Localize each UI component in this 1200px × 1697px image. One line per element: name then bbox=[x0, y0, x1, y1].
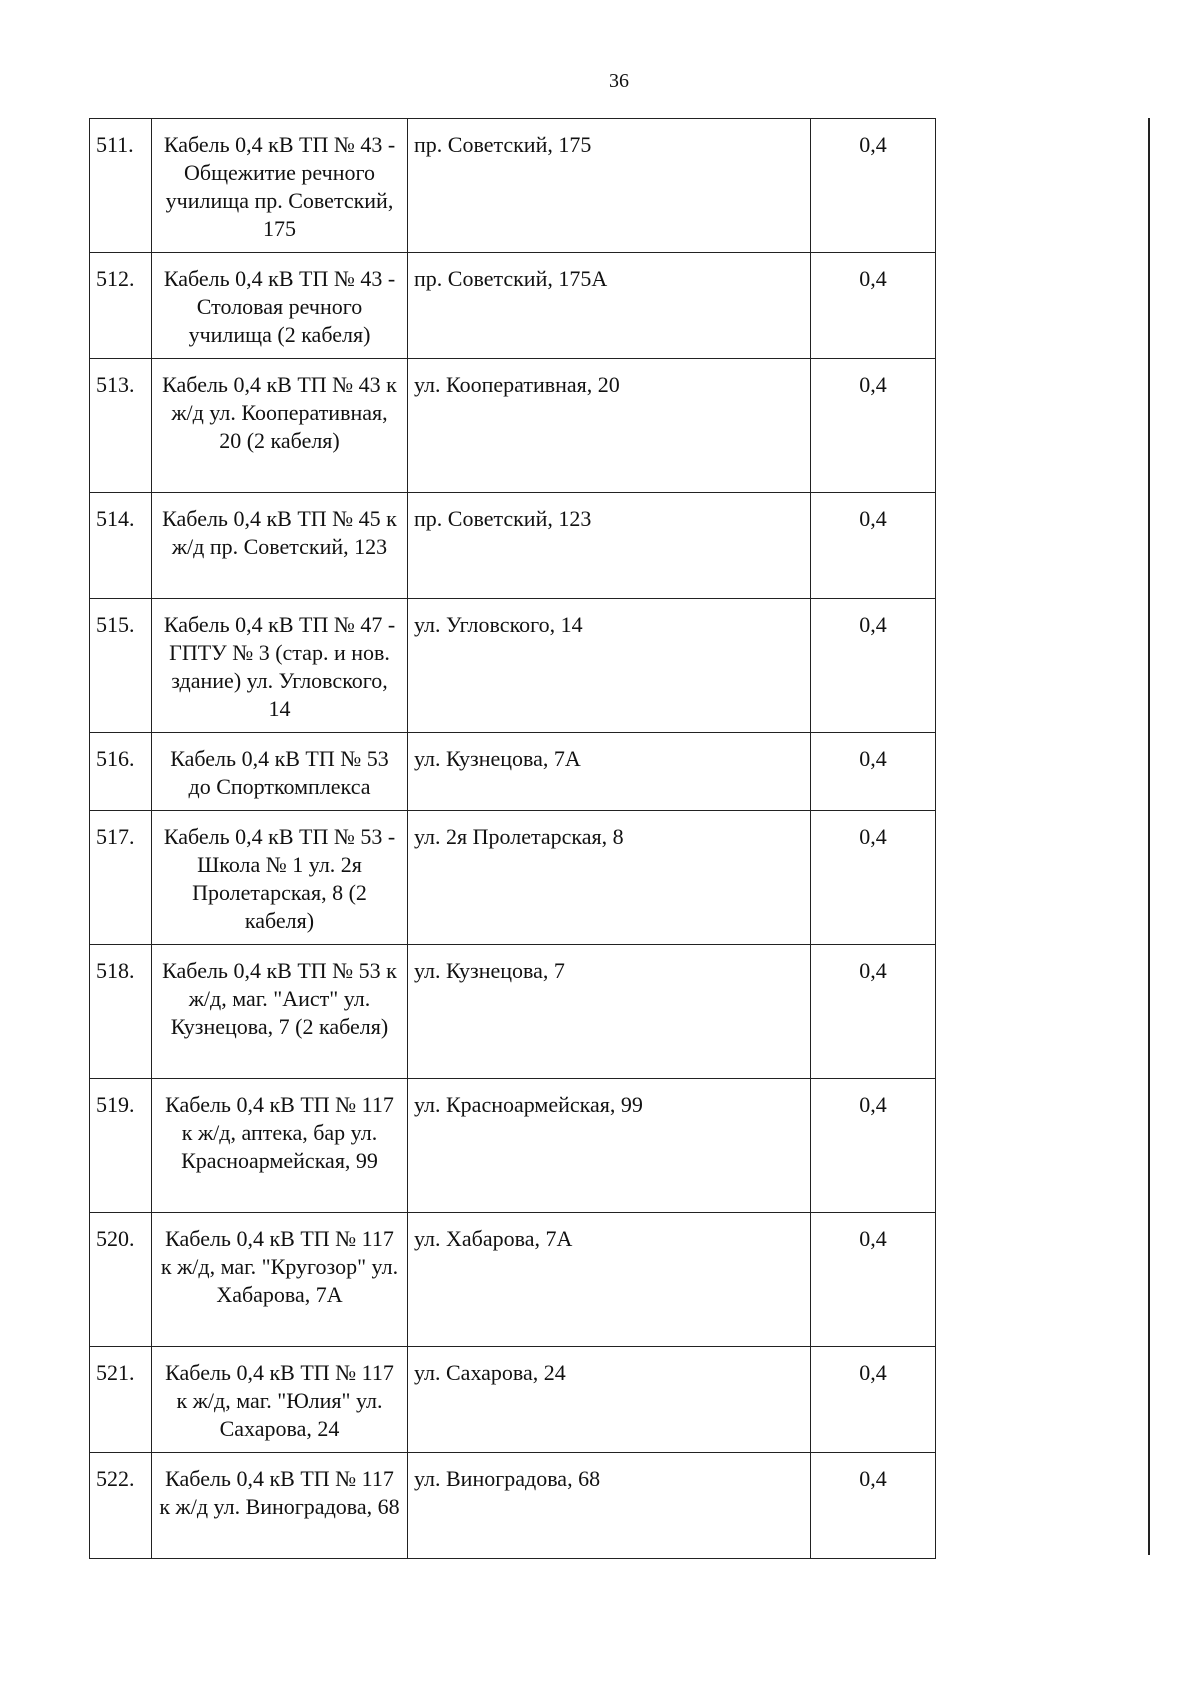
cable-voltage: 0,4 bbox=[811, 119, 936, 253]
cable-voltage: 0,4 bbox=[811, 1347, 936, 1453]
cable-name: Кабель 0,4 кВ ТП № 43 - Общежитие речного училища пр. Советский, 175 bbox=[152, 119, 408, 253]
row-number: 514. bbox=[90, 493, 152, 599]
cable-address: ул. 2я Пролетарская, 8 bbox=[408, 811, 811, 945]
row-number: 519. bbox=[90, 1079, 152, 1213]
cable-name: Кабель 0,4 кВ ТП № 53 - Школа № 1 ул. 2я Пролетарская, 8 (2 кабеля) bbox=[152, 811, 408, 945]
cable-voltage: 0,4 bbox=[811, 733, 936, 811]
table-row bbox=[90, 945, 936, 1079]
row-number: 515. bbox=[90, 599, 152, 733]
cable-address: ул. Кооперативная, 20 bbox=[408, 359, 811, 493]
table-row bbox=[90, 811, 936, 945]
table-row bbox=[90, 1079, 936, 1213]
row-number: 511. bbox=[90, 119, 152, 253]
cable-registry-table bbox=[89, 118, 936, 1559]
row-number: 517. bbox=[90, 811, 152, 945]
table-row bbox=[90, 1213, 936, 1347]
cable-voltage: 0,4 bbox=[811, 253, 936, 359]
cable-name: Кабель 0,4 кВ ТП № 117 к ж/д, маг. "Юлия" ул. Сахарова, 24 bbox=[152, 1347, 408, 1453]
row-number: 512. bbox=[90, 253, 152, 359]
table-row bbox=[90, 493, 936, 599]
row-number: 520. bbox=[90, 1213, 152, 1347]
cable-name: Кабель 0,4 кВ ТП № 43 - Столовая речного училища (2 кабеля) bbox=[152, 253, 408, 359]
cable-voltage: 0,4 bbox=[811, 359, 936, 493]
cable-name: Кабель 0,4 кВ ТП № 117 к ж/д, аптека, бар ул. Красноармейская, 99 bbox=[152, 1079, 408, 1213]
cable-address: пр. Советский, 175А bbox=[408, 253, 811, 359]
table-row bbox=[90, 253, 936, 359]
cable-address: ул. Кузнецова, 7 bbox=[408, 945, 811, 1079]
page-number: 36 bbox=[609, 70, 629, 92]
cable-voltage: 0,4 bbox=[811, 1213, 936, 1347]
cable-address: ул. Красноармейская, 99 bbox=[408, 1079, 811, 1213]
cable-name: Кабель 0,4 кВ ТП № 117 к ж/д ул. Виноградова, 68 bbox=[152, 1453, 408, 1559]
cable-name: Кабель 0,4 кВ ТП № 117 к ж/д, маг. "Кругозор" ул. Хабарова, 7А bbox=[152, 1213, 408, 1347]
right-margin-line bbox=[1148, 118, 1150, 1555]
row-number: 522. bbox=[90, 1453, 152, 1559]
cable-address: пр. Советский, 175 bbox=[408, 119, 811, 253]
row-number: 513. bbox=[90, 359, 152, 493]
cable-address: ул. Угловского, 14 bbox=[408, 599, 811, 733]
table-row bbox=[90, 599, 936, 733]
cable-address: ул. Виноградова, 68 bbox=[408, 1453, 811, 1559]
cable-address: пр. Советский, 123 bbox=[408, 493, 811, 599]
cable-voltage: 0,4 bbox=[811, 493, 936, 599]
table-row bbox=[90, 119, 936, 253]
cable-voltage: 0,4 bbox=[811, 1079, 936, 1213]
table-row bbox=[90, 1453, 936, 1559]
cable-address: ул. Кузнецова, 7А bbox=[408, 733, 811, 811]
cable-voltage: 0,4 bbox=[811, 811, 936, 945]
row-number: 516. bbox=[90, 733, 152, 811]
cable-name: Кабель 0,4 кВ ТП № 53 до Спорткомплекса bbox=[152, 733, 408, 811]
table-row bbox=[90, 733, 936, 811]
cable-voltage: 0,4 bbox=[811, 945, 936, 1079]
cable-name: Кабель 0,4 кВ ТП № 53 к ж/д, маг. "Аист" ул. Кузнецова, 7 (2 кабеля) bbox=[152, 945, 408, 1079]
cable-voltage: 0,4 bbox=[811, 1453, 936, 1559]
table-row bbox=[90, 1347, 936, 1453]
row-number: 521. bbox=[90, 1347, 152, 1453]
cable-name: Кабель 0,4 кВ ТП № 45 к ж/д пр. Советский, 123 bbox=[152, 493, 408, 599]
cable-voltage: 0,4 bbox=[811, 599, 936, 733]
cable-name: Кабель 0,4 кВ ТП № 43 к ж/д ул. Кооперативная, 20 (2 кабеля) bbox=[152, 359, 408, 493]
row-number: 518. bbox=[90, 945, 152, 1079]
cable-address: ул. Сахарова, 24 bbox=[408, 1347, 811, 1453]
cable-address: ул. Хабарова, 7А bbox=[408, 1213, 811, 1347]
table-row bbox=[90, 359, 936, 493]
cable-name: Кабель 0,4 кВ ТП № 47 - ГПТУ № 3 (стар. и нов. здание) ул. Угловского, 14 bbox=[152, 599, 408, 733]
